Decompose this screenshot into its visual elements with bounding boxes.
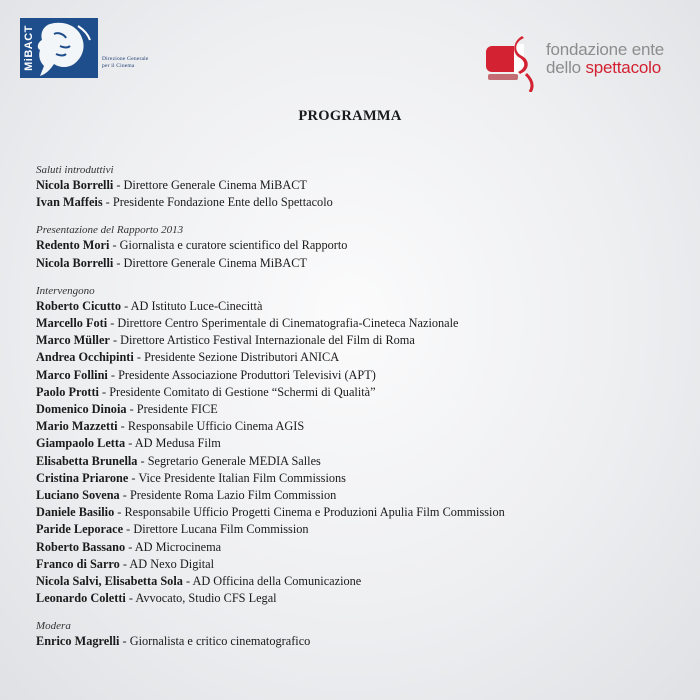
speaker-entry bbox=[36, 384, 676, 401]
section-heading: Saluti introduttivi bbox=[36, 164, 114, 176]
mibact-logo bbox=[20, 18, 150, 78]
speaker-role: - Responsabile Ufficio Cinema AGIS bbox=[117, 419, 305, 434]
speaker-role: - Giornalista e critico cinematografico bbox=[119, 634, 311, 649]
speaker-entry bbox=[36, 556, 676, 573]
speaker-name: Elisabetta Brunella bbox=[36, 453, 138, 468]
speaker-name: Nicola Borrelli bbox=[36, 178, 114, 192]
speaker-role: - AD Istituto Luce-Cinecittà bbox=[121, 298, 263, 313]
speaker-name: Andrea Occhipinti bbox=[36, 350, 134, 365]
speaker-role: - AD Medusa Film bbox=[125, 436, 221, 451]
speaker-entry bbox=[36, 435, 676, 452]
speaker-role: - Avvocato, Studio CFS Legal bbox=[125, 591, 277, 606]
speaker-entry bbox=[36, 255, 676, 272]
fondazione-logo bbox=[484, 36, 684, 92]
speaker-entry bbox=[36, 315, 676, 332]
speaker-name: Marco Müller bbox=[36, 333, 110, 348]
speaker-name: Ivan Maffeis bbox=[36, 195, 103, 210]
speaker-entry bbox=[36, 418, 676, 435]
speaker-entry bbox=[36, 298, 676, 315]
speaker-name: Leonardo Coletti bbox=[36, 591, 126, 606]
speaker-entry bbox=[36, 194, 676, 211]
speaker-entry bbox=[36, 633, 676, 650]
speaker-name: Luciano Sovena bbox=[36, 488, 120, 503]
page-title: PROGRAMMA bbox=[298, 108, 402, 124]
mibact-caption-line1: Direzione Generale bbox=[102, 56, 149, 62]
fondazione-mark-icon bbox=[484, 36, 544, 92]
speaker-role: - Presidente FICE bbox=[126, 402, 218, 417]
speaker-name: Nicola Borrelli bbox=[36, 255, 114, 270]
speaker-entry bbox=[36, 349, 676, 366]
program-section bbox=[36, 620, 676, 650]
speaker-entry bbox=[36, 521, 676, 538]
speaker-name: Nicola Salvi, Elisabetta Sola bbox=[36, 574, 183, 589]
speaker-entry bbox=[36, 332, 676, 349]
speaker-name: Roberto Cicutto bbox=[36, 298, 122, 313]
speaker-role: - AD Officina della Comunicazione bbox=[182, 574, 362, 589]
program-body bbox=[36, 164, 676, 664]
section-heading: Modera bbox=[36, 620, 71, 633]
speaker-role: - Vice Presidente Italian Film Commissions bbox=[128, 470, 346, 485]
speaker-role: - AD Nexo Digital bbox=[119, 556, 215, 571]
speaker-role: - Presidente Roma Lazio Film Commission bbox=[119, 488, 337, 503]
speaker-name: Roberto Bassano bbox=[36, 539, 126, 554]
speaker-entry bbox=[36, 177, 676, 194]
speaker-name: Giampaolo Letta bbox=[36, 436, 126, 451]
speaker-entry bbox=[36, 573, 676, 590]
fondazione-line2 bbox=[546, 59, 664, 77]
speaker-role: - Direttore Generale Cinema MiBACT bbox=[113, 255, 307, 270]
speaker-role: - Direttore Centro Sperimentale di Cinematografia-Cineteca Nazionale bbox=[107, 316, 459, 331]
speaker-role: - Presidente Associazione Produttori Televisivi (APT) bbox=[107, 367, 376, 382]
speaker-name: Paolo Protti bbox=[36, 384, 99, 399]
section-heading: Presentazione del Rapporto 2013 bbox=[36, 224, 184, 237]
speaker-entry bbox=[36, 367, 676, 384]
speaker-entry bbox=[36, 470, 676, 487]
mibact-caption-line2: per il Cinema bbox=[102, 62, 135, 69]
speaker-name: Domenico Dinoia bbox=[36, 402, 127, 417]
speaker-name: Mario Mazzetti bbox=[36, 419, 118, 434]
speaker-name: Paride Leporace bbox=[36, 522, 124, 537]
speaker-entry bbox=[36, 504, 676, 521]
speaker-entry bbox=[36, 237, 676, 254]
speaker-entry bbox=[36, 487, 676, 504]
speaker-name: Redento Mori bbox=[36, 238, 110, 253]
section-heading: Intervengono bbox=[36, 284, 95, 297]
fondazione-line1: fondazione ente bbox=[546, 40, 664, 59]
speaker-role: - Presidente Sezione Distributori ANICA bbox=[133, 350, 340, 365]
speaker-entry bbox=[36, 590, 676, 607]
speaker-role: - Presidente Fondazione Ente dello Spettacolo bbox=[102, 195, 333, 210]
program-section bbox=[36, 164, 676, 211]
speaker-role: - Direttore Lucana Film Commission bbox=[123, 522, 309, 537]
speaker-role: - Giornalista e curatore scientifico del Rapporto bbox=[109, 238, 348, 253]
fondazione-wordmark bbox=[546, 41, 664, 77]
fondazione-line2-part1: dello bbox=[546, 58, 586, 77]
speaker-role: - AD Microcinema bbox=[125, 539, 222, 554]
program-section bbox=[36, 285, 676, 608]
speaker-name: Daniele Basilio bbox=[36, 505, 115, 520]
speaker-role: - Direttore Artistico Festival Internazionale del Film di Roma bbox=[109, 333, 415, 348]
speaker-role: - Direttore Generale Cinema MiBACT bbox=[113, 178, 307, 192]
speaker-role: - Presidente Comitato di Gestione “Schermi di Qualità” bbox=[98, 384, 376, 399]
speaker-entry bbox=[36, 401, 676, 418]
speaker-name: Cristina Priarone bbox=[36, 470, 129, 485]
speaker-name: Marcello Foti bbox=[36, 316, 108, 331]
program-section bbox=[36, 224, 676, 271]
speaker-name: Marco Follini bbox=[36, 367, 108, 382]
speaker-entry bbox=[36, 539, 676, 556]
speaker-role: - Segretario Generale MEDIA Salles bbox=[137, 453, 321, 468]
speaker-role: - Responsabile Ufficio Progetti Cinema e Produzioni Apulia Film Commission bbox=[114, 505, 505, 520]
speaker-entry bbox=[36, 453, 676, 470]
speaker-name: Enrico Magrelli bbox=[36, 634, 120, 649]
mibact-vertical-text: MiBACT bbox=[22, 25, 35, 71]
fondazione-line2-part2: spettacolo bbox=[585, 58, 661, 77]
mibact-caption bbox=[102, 56, 162, 69]
speaker-name: Franco di Sarro bbox=[36, 556, 120, 571]
